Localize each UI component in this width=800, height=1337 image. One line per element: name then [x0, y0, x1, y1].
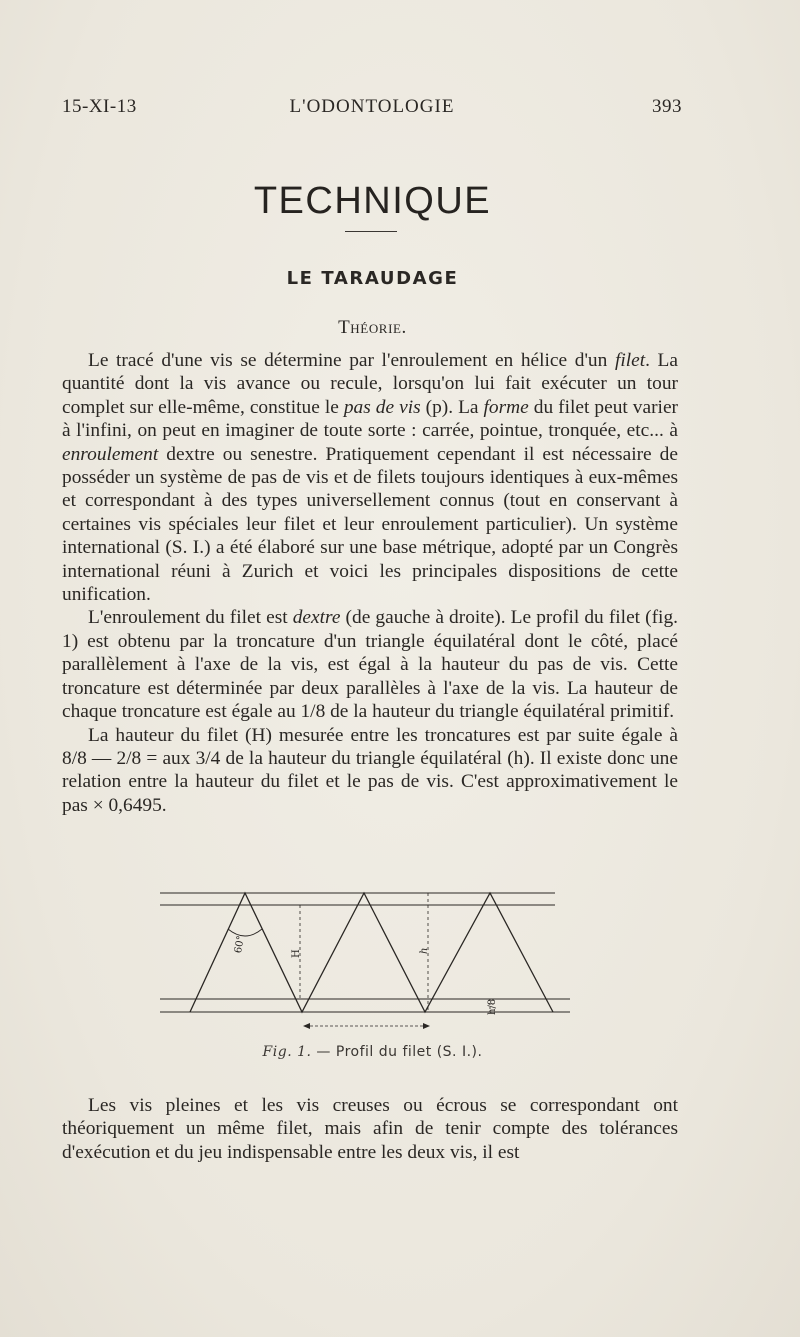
section-title: TECHNIQUE [253, 180, 492, 222]
figure-caption-text: — Profil du filet (S. I.). [316, 1044, 483, 1060]
emphasis: pas de vis [343, 396, 421, 418]
emphasis: filet [614, 350, 646, 371]
pitch-arrow-right [423, 1023, 430, 1029]
paragraph-3: La hauteur du filet (H) mesurée entre les troncatures est par suite égale à 8/8 — 2/8 = aux 3/4 de la hauteur du triangle équilatéral (h). Il existe donc une relation entre la hauteur du filet et le pas de vis. C'est approximativement le pas × 0,6495. [62, 724, 678, 816]
body-text [62, 349, 678, 817]
running-head [62, 96, 682, 122]
angle-label: 60° [233, 934, 247, 955]
text-run: (p). La [420, 396, 484, 418]
text-run: du filet peut varier à l'infini, on peut en imaginer de toute sorte : carrée, pointue, tronquée, etc... à [62, 396, 679, 442]
paragraph-1 [62, 349, 678, 606]
text-run: Le tracé d'une vis se détermine par l'enroulement en hélice d'un [88, 350, 615, 371]
angle-arc [228, 929, 262, 936]
thread-profile-diagram [160, 885, 580, 1035]
subheading: Théorie. [338, 317, 407, 338]
text-run: dextre ou senestre. Pratiquement cependant il est nécessaire de posséder un système de pas de vis et de filets toujours identiques à eux-mêmes et correspondant à des types universellement connus (tout en conservant à certaines vis spéciales leur filet et leur enroulement particulier). Un système international (S. I.) a été élaboré sur une base métrique, adopté par un Congrès international réuni à Zurich et voici les principales dispositions de cette unification. [62, 443, 678, 606]
H-label: H [291, 949, 302, 958]
paragraph-4: Les vis pleines et les vis creuses ou écrous se correspondant ont théoriquement un même filet, mais afin de tenir compte des tolérances d'exécution et du jeu indispensable entre les deux vis, il est [62, 1095, 678, 1163]
paragraph-2 [62, 606, 678, 723]
h8-label: h/8 [487, 998, 498, 1015]
emphasis: forme [483, 396, 529, 418]
issue-date: 15-XI-13 [62, 96, 137, 117]
figure-number: Fig. 1. [262, 1044, 312, 1060]
text-run: (de gauche à droite). Le profil du filet (fig. 1) est obtenu par la troncature d'un triangle équilatéral dont le côté, placé parallèlement à l'axe de la vis, est égal à la hauteur du pas de vis. Cette troncature est déterminée par deux parallèles à l'axe de la vis. La hauteur de chaque troncature est égale au 1/8 de la hauteur du triangle équilatéral primitif. [62, 607, 678, 723]
title-rule [345, 231, 397, 232]
text-run: . La quantité dont la vis avance ou recule, lorsqu'on lui fait exécuter un tour complet sur elle-même, constitue le [62, 350, 678, 418]
h-label: h [419, 947, 430, 954]
emphasis: enroulement [62, 443, 159, 465]
thread-flank-1 [190, 893, 553, 1012]
page-number: 393 [652, 96, 682, 117]
figure-caption [0, 1044, 745, 1060]
emphasis: dextre [292, 607, 341, 629]
body-text-continued [62, 1094, 678, 1164]
text-run: L'enroulement du filet est [88, 607, 293, 629]
article-title: LE TARAUDAGE [286, 268, 459, 289]
journal-title: L'ODONTOLOGIE [289, 96, 455, 117]
pitch-arrow-left [303, 1023, 310, 1029]
thread-profile-figure [160, 885, 580, 1035]
